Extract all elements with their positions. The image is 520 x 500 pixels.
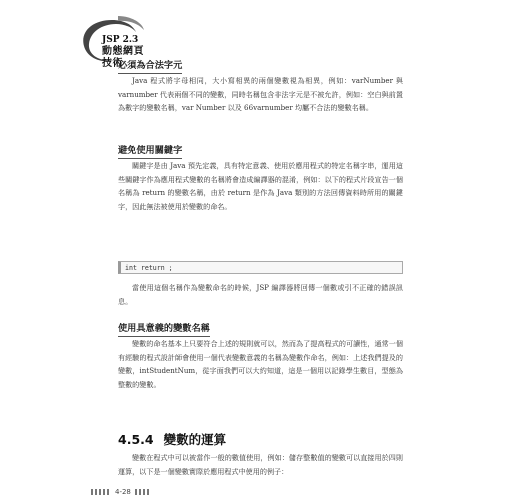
page-footer (91, 488, 149, 496)
subsection-title: 變數的運算 (163, 432, 227, 447)
code-snippet: int return ; (118, 261, 403, 274)
book-title: 動態網頁技術 (102, 46, 144, 69)
page-number: 4-28 (115, 488, 131, 496)
section-paragraph: 當使用這個名稱作為變數命名的時候，JSP 編譯器將回傳一個數或引不正確的錯誤訊息。 (118, 283, 403, 306)
footer-bars-icon (135, 489, 149, 495)
section-heading: 避免使用關鍵字 (118, 142, 182, 159)
section-paragraph: Java 程式將字母相同，大小寫相異的兩個變數視為相異，例如：varNumber 與 varnumber 代表兩個不同的變數，同時名稱包含非法字元是不被允許，例如：空白與前置為數字的變數名稱，var Number 以及 66varnumber 均屬不合法的變數名稱。 (118, 76, 403, 113)
footer-bars-icon (91, 489, 111, 495)
section-paragraph: 變數的命名基本上只要符合上述的規則就可以，然而為了提高程式的可讀性，通常一個有經驗的程式設計師會使用一個代表變數意義的名稱為變數作命名，例如：上述我們提及的變數，intStudentNum，從字面我們可以大約知道，這是一個用以記錄學生數目，型態為整數的變數。 (118, 339, 403, 389)
section-heading: 使用具意義的變數名稱 (118, 320, 210, 337)
subsection-paragraph: 變數在程式中可以被當作一般的數值使用，例如：儲存整數值的變數可以直接用於四則運算，以下是一個變數實際於應用程式中使用的例子： (118, 453, 403, 476)
section-heading: 必須為合法字元 (118, 57, 182, 74)
subsection-number: 4.5.4 (118, 432, 154, 447)
book-series: JSP 2.3 (102, 35, 139, 45)
section-paragraph: 關鍵字是由 Java 預先定義，具有特定意義、使用於應用程式的特定名稱字串，運用這些關鍵字作為應用程式變數的名稱將會造成編譯器的混淆，例如：以下的程式片段宣告一個名稱為 return 的變數名稱，由於 return 是作為 Java 類別的方法回傳資料時所用的關鍵字，因此無法被使用於變數的命名。 (118, 161, 403, 211)
subsection-heading (118, 430, 226, 448)
